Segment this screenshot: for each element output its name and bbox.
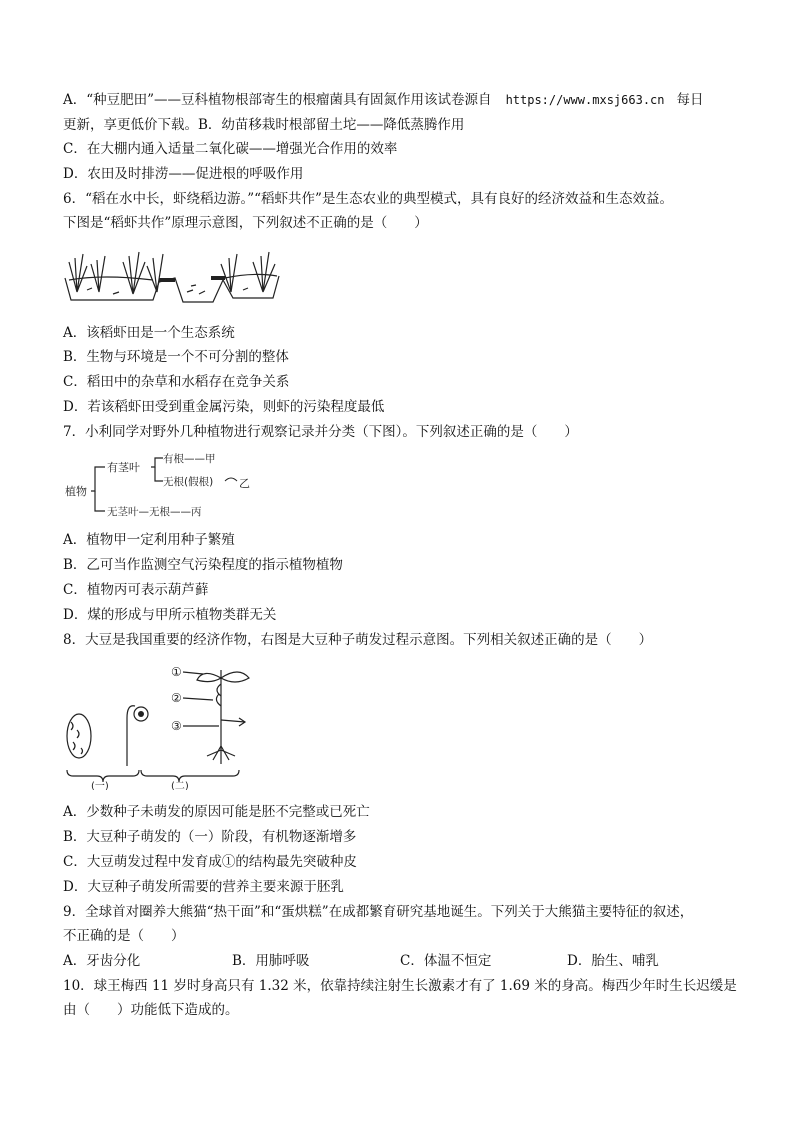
source-url[interactable]: https://www.mxsj663.cn xyxy=(505,93,665,107)
q9-stem-line-1: 9．全球首对圈养大熊猫“热干面”和“蛋烘糕”在成都繁育研究基地诞生。下列关于大熊猫主要特征的叙述， xyxy=(63,904,694,920)
diagram-branch1-label: 有茎叶 xyxy=(107,461,140,474)
diagram-branch1a-label: 有根——甲 xyxy=(163,453,216,465)
q9-option-b: B．用肺呼吸 xyxy=(232,953,310,969)
q5-line-2: 更新，享更低价下载。B．幼苗移栽时根部留土坨——降低蒸腾作用 xyxy=(63,117,465,133)
q8-stem: 8．大豆是我国重要的经济作物，右图是大豆种子萌发过程示意图。下列相关叙述正确的是（ ） xyxy=(63,632,653,648)
label-1: ① xyxy=(171,665,182,679)
q5-option-a-text: A．“种豆肥田”——豆科植物根部寄生的根瘤菌具有固氮作用该试卷源自 xyxy=(63,92,492,108)
diagram-branch1b-label: 无根(假根) xyxy=(163,476,214,488)
q6-option-b: B．生物与环境是一个不可分割的整体 xyxy=(63,349,289,365)
q7-stem: 7．小利同学对野外几种植物进行观察记录并分类（下图）。下列叙述正确的是（ ） xyxy=(63,424,578,440)
q5-option-a-tail: 每日 xyxy=(676,92,704,108)
plant-classification-diagram xyxy=(63,447,263,523)
stage-2-label: (二) xyxy=(171,781,189,790)
q5-option-d: D．农田及时排涝——促进根的呼吸作用 xyxy=(63,166,304,182)
label-2: ② xyxy=(171,691,182,705)
q10-stem-line-1: 10．球王梅西 11 岁时身高只有 1.32 米，依靠持续注射生长激素才有了 1.69 米的身高。梅西少年时生长迟缓是 xyxy=(63,978,737,994)
label-3: ③ xyxy=(171,719,182,733)
diagram-branch2-label: 无茎叶—无根——丙 xyxy=(107,506,202,518)
q7-option-c: C．植物丙可表示葫芦藓 xyxy=(63,582,209,598)
q7-option-a: A．植物甲一定利用种子繁殖 xyxy=(63,532,235,548)
q6-stem-line-1: 6．“稻在水中长，虾绕稻边游。”“稻虾共作”是生态农业的典型模式，具有良好的经济效益和生态效益。 xyxy=(63,191,673,207)
q9-option-a: A．牙齿分化 xyxy=(63,953,141,969)
stage-1-label: (一) xyxy=(91,781,109,790)
q6-option-a: A．该稻虾田是一个生态系统 xyxy=(63,325,235,341)
q8-option-c: C．大豆萌发过程中发育成①的结构最先突破种皮 xyxy=(63,854,357,870)
q8-option-b: B．大豆种子萌发的（一）阶段，有机物逐渐增多 xyxy=(63,829,357,845)
q5-option-c: C．在大棚内通入适量二氧化碳——增强光合作用的效率 xyxy=(63,141,398,157)
q9-option-d: D．胎生、哺乳 xyxy=(567,953,659,969)
diagram-branch1b-end: 乙 xyxy=(239,477,250,490)
q7-option-b: B．乙可当作监测空气污染程度的指示植物植物 xyxy=(63,557,343,573)
q9-stem-line-2: 不正确的是（ ） xyxy=(63,928,185,944)
q5-option-a-line xyxy=(63,90,704,110)
q6-option-d: D．若该稻虾田受到重金属污染，则虾的污染程度最低 xyxy=(63,399,385,415)
q8-option-d: D．大豆种子萌发所需要的营养主要来源于胚乳 xyxy=(63,879,344,895)
q6-option-c: C．稻田中的杂草和水稻存在竞争关系 xyxy=(63,374,290,390)
rice-shrimp-field-diagram xyxy=(63,240,283,310)
diagram-root-label: 植物 xyxy=(65,485,87,498)
q9-option-c: C．体温不恒定 xyxy=(400,953,492,969)
q8-option-a: A．少数种子未萌发的原因可能是胚不完整或已死亡 xyxy=(63,804,370,820)
q6-stem-line-2: 下图是“稻虾共作”原理示意图，下列叙述不正确的是（ ） xyxy=(63,215,428,231)
q7-option-d: D．煤的形成与甲所示植物类群无关 xyxy=(63,607,277,623)
soybean-germination-diagram xyxy=(63,660,273,790)
q10-stem-line-2: 由（ ）功能低下造成的。 xyxy=(63,1002,239,1018)
